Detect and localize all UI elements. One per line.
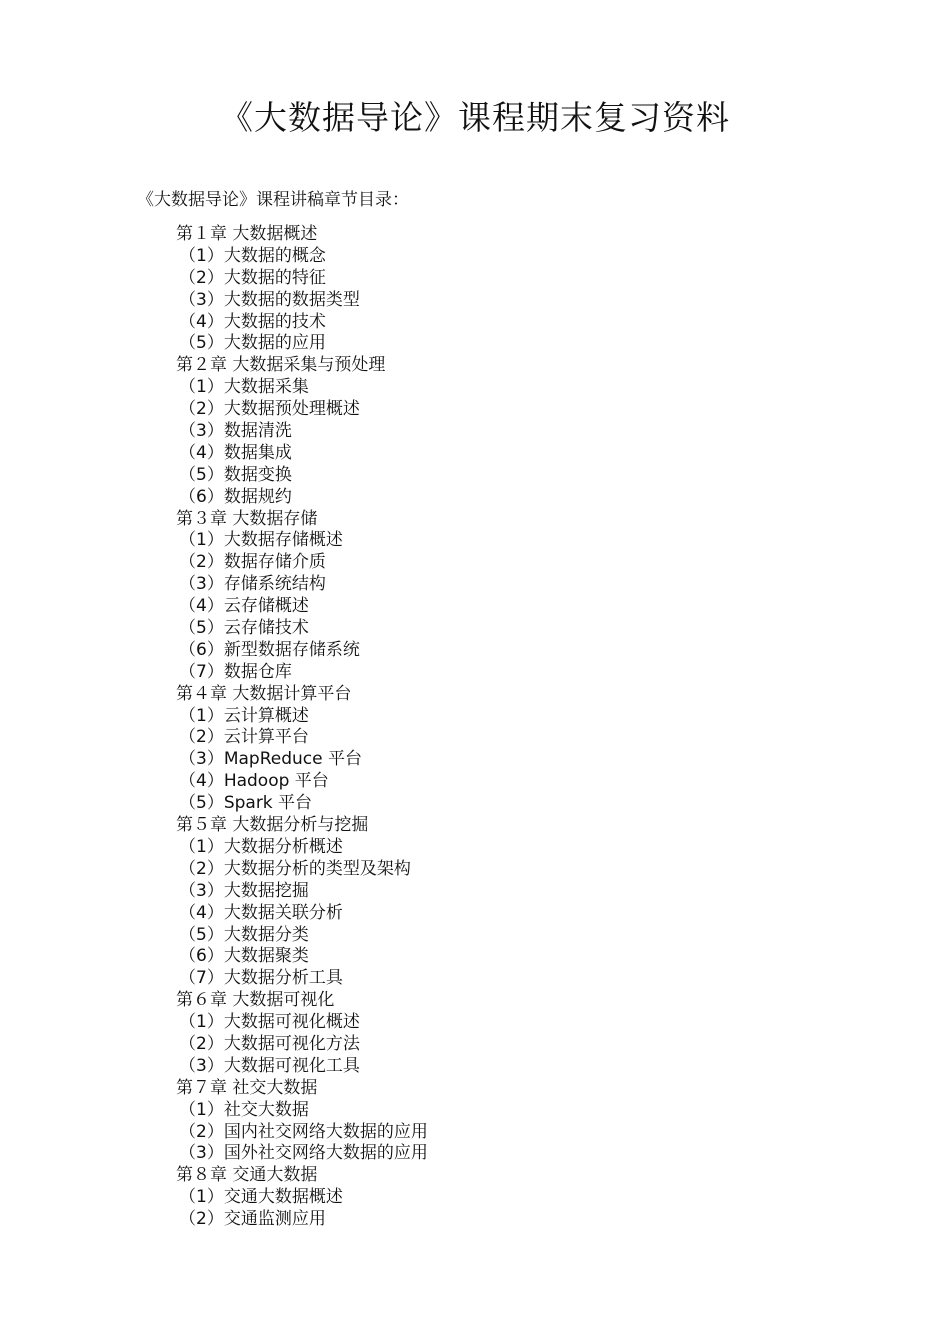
toc-section: （4）大数据的技术 <box>179 311 326 332</box>
toc-section: （1）云计算概述 <box>179 705 309 726</box>
toc-section: （7）大数据分析工具 <box>179 968 343 989</box>
toc-section: （2）国内社交网络大数据的应用 <box>179 1121 428 1142</box>
toc-section: （2）交通监测应用 <box>179 1209 326 1230</box>
toc-chapter: 第６章 大数据可视化 <box>176 990 335 1011</box>
table-of-contents <box>176 224 428 1231</box>
toc-section: （2）大数据的特征 <box>179 267 326 288</box>
toc-chapter: 第５章 大数据分析与挖掘 <box>176 815 369 836</box>
toc-chapter: 第１章 大数据概述 <box>176 224 318 244</box>
toc-section: （1）大数据可视化概述 <box>179 1012 360 1033</box>
toc-section: （3）国外社交网络大数据的应用 <box>179 1143 428 1164</box>
toc-section: （2）云计算平台 <box>179 727 309 748</box>
toc-section: （3）大数据的数据类型 <box>179 289 360 310</box>
toc-section: （3）数据清洗 <box>179 421 292 442</box>
toc-section: （3）大数据挖掘 <box>179 880 309 901</box>
toc-section: （2）大数据分析的类型及架构 <box>179 858 411 879</box>
toc-section: （7）数据仓库 <box>179 661 292 682</box>
toc-section: （1）大数据存储概述 <box>179 530 343 551</box>
toc-section: （3）存储系统结构 <box>179 574 326 595</box>
toc-intro: 《大数据导论》课程讲稿章节目录： <box>137 190 409 210</box>
toc-section: （2）大数据可视化方法 <box>179 1033 360 1054</box>
toc-section: （1）社交大数据 <box>179 1099 309 1120</box>
toc-section: （2）大数据预处理概述 <box>179 399 360 420</box>
toc-section: （5）大数据分类 <box>179 924 309 945</box>
toc-chapter: 第８章 交通大数据 <box>176 1165 318 1186</box>
toc-section: （4）云存储概述 <box>179 596 309 617</box>
toc-chapter: 第７章 社交大数据 <box>176 1077 318 1098</box>
toc-chapter: 第４章 大数据计算平台 <box>176 683 352 704</box>
toc-section: （5）数据变换 <box>179 464 292 485</box>
toc-section: （1）交通大数据概述 <box>179 1187 343 1208</box>
toc-section: （5）大数据的应用 <box>179 333 326 354</box>
toc-section: （5）Spark 平台 <box>179 793 313 814</box>
toc-section: （3）MapReduce 平台 <box>179 749 362 770</box>
toc-section: （6）数据规约 <box>179 486 292 507</box>
toc-section: （1）大数据分析概述 <box>179 836 343 857</box>
toc-section: （6）新型数据存储系统 <box>179 639 360 660</box>
toc-chapter: 第３章 大数据存储 <box>176 508 318 529</box>
page-title: 《大数据导论》课程期末复习资料 <box>220 98 730 137</box>
toc-section: （4）数据集成 <box>179 442 292 463</box>
toc-section: （5）云存储技术 <box>179 618 309 639</box>
toc-section: （4）Hadoop 平台 <box>179 771 329 792</box>
toc-chapter: 第２章 大数据采集与预处理 <box>176 355 386 376</box>
toc-section: （2）数据存储介质 <box>179 552 326 573</box>
toc-section: （1）大数据采集 <box>179 377 309 398</box>
toc-section: （4）大数据关联分析 <box>179 902 343 923</box>
toc-section: （6）大数据聚类 <box>179 946 309 967</box>
toc-section: （3）大数据可视化工具 <box>179 1055 360 1076</box>
toc-section: （1）大数据的概念 <box>179 245 326 266</box>
